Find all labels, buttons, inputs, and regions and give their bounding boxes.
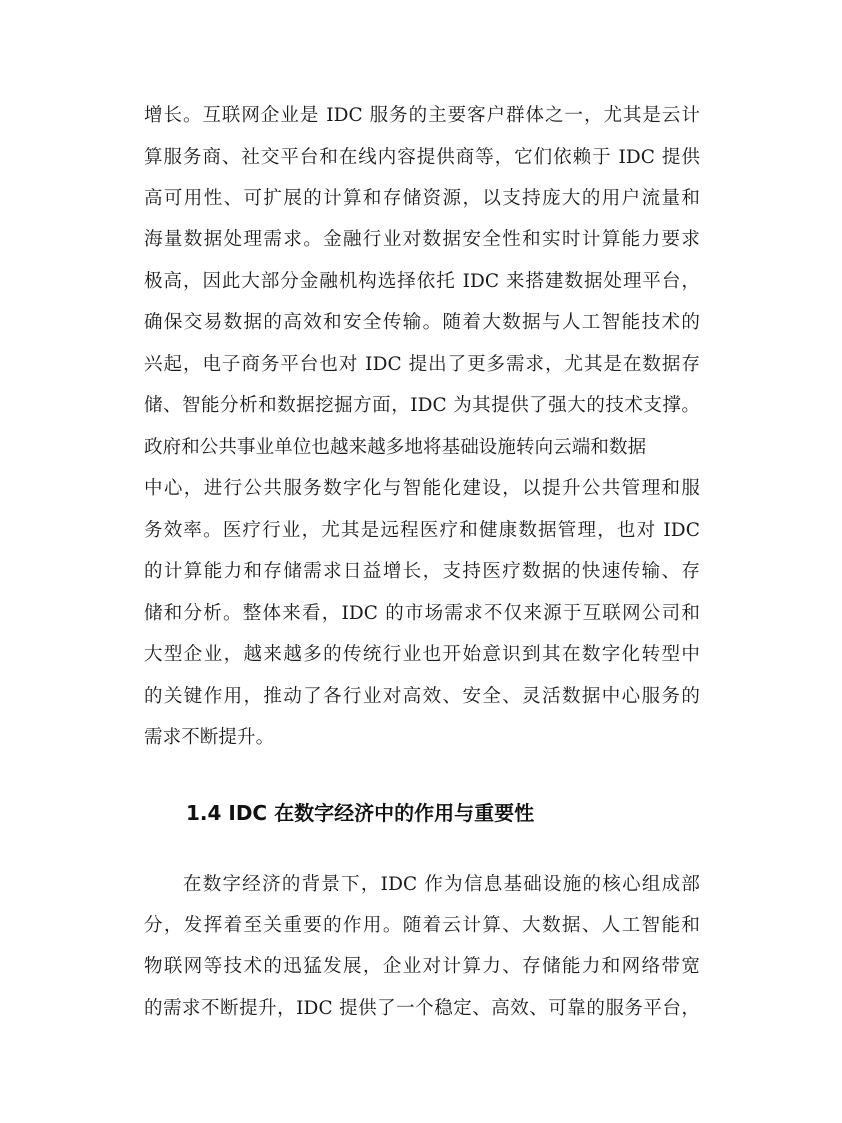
text-line: 确保交易数据的高效和安全传输。随着大数据与人工智能技术的 (144, 312, 700, 333)
section-heading: 1.4 IDC 在数字经济中的作用与重要性 (186, 801, 535, 825)
text-line: 储和分析。整体来看，IDC 的市场需求不仅来源于互联网公司和 (144, 603, 700, 624)
text-line: 分，发挥着至关重要的作用。随着云计算、大数据、人工智能和 (144, 915, 700, 936)
text-line: 极高，因此大部分金融机构选择依托 IDC 来搭建数据处理平台， (144, 271, 700, 292)
text-line: 海量数据处理需求。金融行业对数据安全性和实时计算能力要求 (144, 229, 700, 250)
text-line: 务效率。医疗行业，尤其是远程医疗和健康数据管理，也对 IDC (144, 520, 700, 541)
text-line: 储、智能分析和数据挖掘方面，IDC 为其提供了强大的技术支撑。 (144, 395, 700, 416)
text-line: 需求不断提升。 (144, 727, 275, 748)
text-line: 在数字经济的背景下，IDC 作为信息基础设施的核心组成部 (183, 874, 700, 895)
text-line: 政府和公共事业单位也越来越多地将基础设施转向云端和数据 (144, 437, 647, 458)
text-line: 兴起，电子商务平台也对 IDC 提出了更多需求，尤其是在数据存 (144, 354, 700, 375)
text-line: 算服务商、社交平台和在线内容提供商等，它们依赖于 IDC 提供 (144, 147, 700, 168)
text-line: 增长。互联网企业是 IDC 服务的主要客户群体之一，尤其是云计 (144, 105, 700, 126)
text-line: 大型企业，越来越多的传统行业也开始意识到其在数字化转型中 (144, 644, 700, 665)
text-line: 高可用性、可扩展的计算和存储资源，以支持庞大的用户流量和 (144, 188, 700, 209)
text-line: 的关键作用，推动了各行业对高效、安全、灵活数据中心服务的 (144, 686, 700, 707)
text-line: 的需求不断提升，IDC 提供了一个稳定、高效、可靠的服务平台， (144, 998, 700, 1019)
text-line: 物联网等技术的迅猛发展，企业对计算力、存储能力和网络带宽 (144, 956, 700, 977)
text-line: 的计算能力和存储需求日益增长，支持医疗数据的快速传输、存 (144, 561, 700, 582)
text-line: 中心，进行公共服务数字化与智能化建设，以提升公共管理和服 (144, 478, 700, 499)
